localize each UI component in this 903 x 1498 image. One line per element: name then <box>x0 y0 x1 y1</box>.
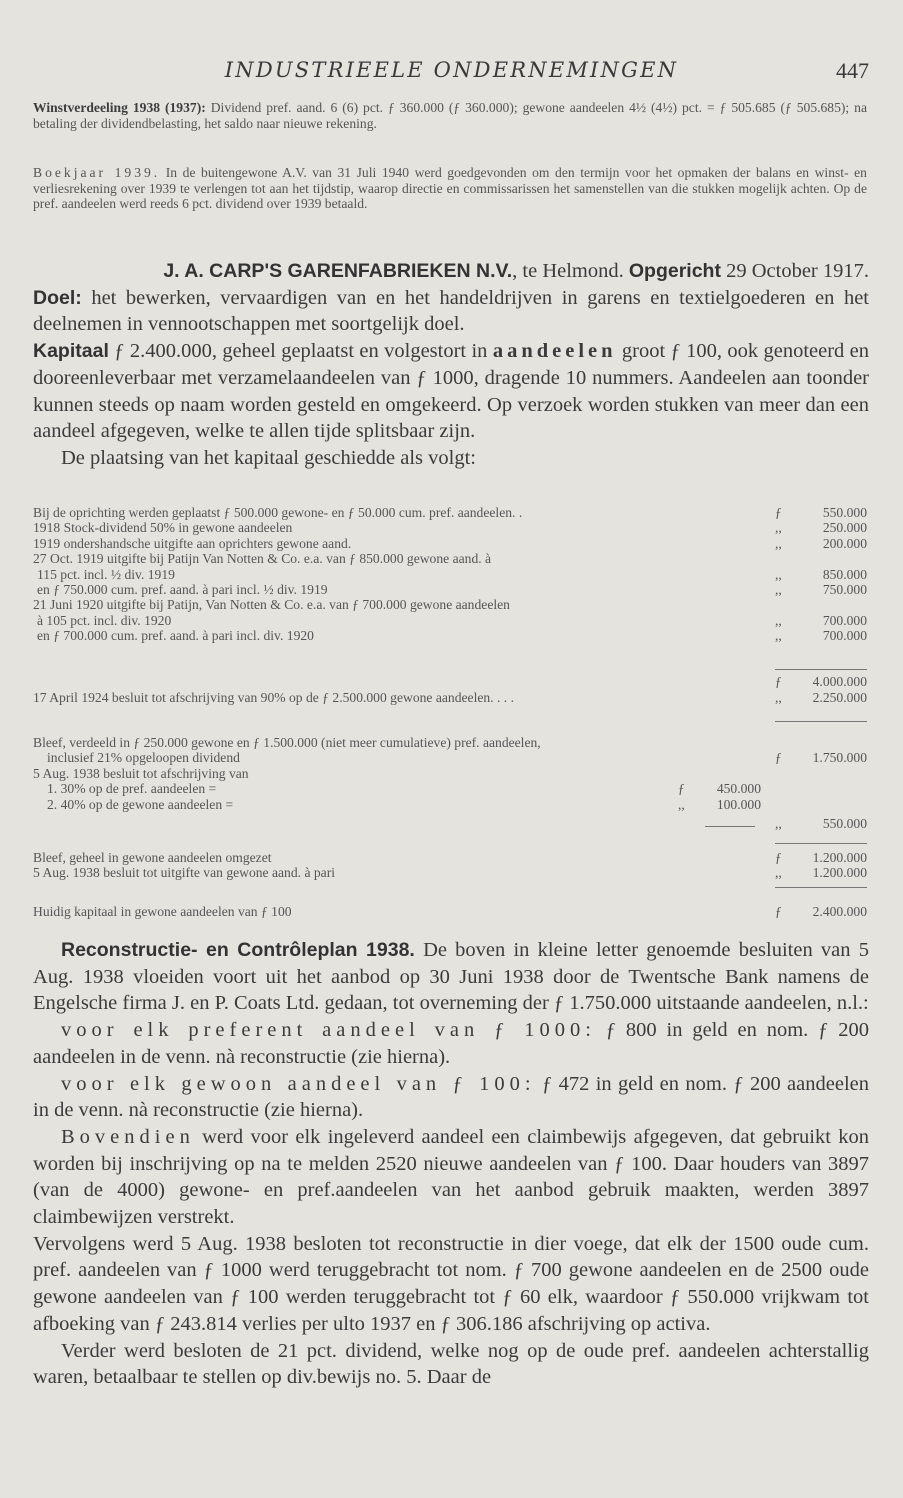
bleef1-currency: ƒ <box>775 750 782 766</box>
sub1-amount: 450.000 <box>716 781 761 797</box>
sub2-row <box>33 797 869 812</box>
ledger-row <box>33 597 869 612</box>
total-amount: 4.000.000 <box>812 674 867 689</box>
ledger-row <box>33 628 869 643</box>
sub2-desc: 2. 40% op de gewone aandeelen = <box>47 796 234 812</box>
ledger-row-desc: 21 Juni 1920 uitgifte bij Patijn, Van Notten & Co. e.a. van ƒ 700.000 gewone aandeelen <box>33 597 510 613</box>
gewoon-offer-spaced: voor elk gewoon aandeel van ƒ 100: <box>61 1072 536 1095</box>
doel-block <box>33 285 869 338</box>
ledger-row-currency: ƒ <box>775 505 782 520</box>
company-paragraph <box>33 258 869 472</box>
doel-label: Doel: <box>33 286 82 309</box>
reconstructie-intro-text: De boven in kleine letter genoemde besluiten van 5 Aug. 1938 vloeiden voort uit het aanbod op 30 Juni 1938 door de Twentsche Bank namens de Engelsche firma J. en P. Coats Ltd. gedaan, tot overneming der ƒ 1.750.000 uitstaande aandeelen, n.l.: <box>33 939 869 1015</box>
ledger-row-currency: ,, <box>775 535 782 551</box>
ledger-row-desc: en ƒ 750.000 cum. pref. aand. à pari incl. ½ div. 1919 <box>37 581 328 597</box>
vervolgens-paragraph: Vervolgens werd 5 Aug. 1938 besloten tot reconstructie in dier voege, dat elk der 1500 oude cum. pref. aandeelen van ƒ 1000 werd teruggebracht tot nom. ƒ 700 gewone aandeelen en de 2500 oude gewone aandeelen van ƒ 100 werden teruggebracht tot ƒ 60 elk, waardoor ƒ 550.000 vrijkwam tot afboeking van ƒ 243.814 verlies per ulto 1937 en ƒ 306.186 afschrijving op activa. <box>33 1232 869 1335</box>
uitgifte-row <box>33 865 869 880</box>
verder-paragraph: Verder werd besloten de 21 pct. dividend, welke nog op de oude pref. aandeelen achterstallig waren, betaalbaar te stellen op div.bewijs no. 5. Daar de <box>33 1339 869 1389</box>
kapitaal-post: groot ƒ 100, ook genoteerd en dooreenleverbaar met verzamelaandeelen van ƒ 1000, dragende 10 nummers. Aandeelen aan toonder kunnen steeds op naam worden gesteld en omgekeerd. Op verzoek worden stukken van meer dan een aandeel afgegeven, welke te allen tijde splitsbaar zijn. <box>33 340 870 443</box>
ledger-row-currency: ,, <box>775 612 782 628</box>
boekjaar-paragraph <box>33 165 867 212</box>
ledger-row-desc: en ƒ 700.000 cum. pref. aand. à pari incl. div. 1920 <box>37 628 314 644</box>
rule-before-huidig <box>775 887 867 888</box>
bleef2-currency: ƒ <box>775 850 782 865</box>
ledger-row <box>33 567 869 582</box>
capital-ledger <box>33 505 869 644</box>
aug1938-desc: 5 Aug. 1938 besluit tot afschrijving van <box>33 765 249 781</box>
bleef1-amount: 1.750.000 <box>812 750 867 766</box>
company-heading-line <box>33 258 869 285</box>
page-number: 447 <box>836 58 869 83</box>
ledger-row-desc: à 105 pct. incl. div. 1920 <box>37 612 172 628</box>
rule-after-sub <box>775 843 867 844</box>
sub1-desc: 1. 30% op de pref. aandeelen = <box>47 781 217 797</box>
winstverdeeling-text: Dividend pref. aand. 6 (6) pct. ƒ 360.000 (ƒ 360.000); gewone aandeelen 4½ (4½) pct. = ƒ 505.685 (ƒ 505.685); na betaling der dividendbelasting, het saldo naar nieuwe rekening. <box>33 100 867 131</box>
bovendien-spaced: Bovendien <box>61 1125 195 1148</box>
ledger-row-currency: ,, <box>775 520 782 536</box>
ledger-row-amount: 200.000 <box>822 535 867 551</box>
sub1-row <box>33 781 869 796</box>
ledger-row-desc: 115 pct. incl. ½ div. 1919 <box>37 566 175 582</box>
kapitaal-label: Kapitaal <box>33 340 109 363</box>
bovendien-rest: werd voor elk ingeleverd aandeel een claimbewijs afgegeven, dat gebruikt kon worden bij inschrijving op na te melden 2520 nieuwe aandeelen van ƒ 100. Daar houders van 3897 (van de 4000) gewone- en pref.aandeelen van het aanbod gebruik maakten, werden 3897 claimbewijzen verstrekt. <box>33 1125 870 1229</box>
winstverdeeling-label: Winstverdeeling 1938 (1937): <box>33 100 206 115</box>
plaatsing-intro: De plaatsing van het kapitaal geschiedde als volgt: <box>61 446 476 469</box>
ledger-row <box>33 582 869 597</box>
ledger-row-amount: 700.000 <box>822 612 867 628</box>
bleef1-desc-line2: inclusief 21% opgeloopen dividend <box>47 750 240 766</box>
ledger-row-desc: 27 Oct. 1919 uitgifte bij Patijn Van Notten & Co. e.a. van ƒ 850.000 gewone aand. à <box>33 551 492 567</box>
ledger-row-currency: ,, <box>775 581 782 597</box>
winstverdeeling-paragraph <box>33 100 867 131</box>
sub2-amount: 100.000 <box>716 796 761 812</box>
bleef2-desc: Bleef, geheel in gewone aandeelen omgezet <box>33 850 272 865</box>
uitgifte-currency: ,, <box>775 865 782 881</box>
sub-total-currency: ,, <box>775 815 782 831</box>
doel-text: het bewerken, vervaardigen van en het handeldrijven in garens en textielgoederen en het deelnemen in vennootschappen met soortgelijk doel. <box>33 286 870 336</box>
ledger-row-desc: Bij de oprichting werden geplaatst ƒ 500.000 gewone- en ƒ 50.000 cum. pref. aandeelen. . <box>33 505 523 520</box>
ledger-row-amount: 550.000 <box>822 505 867 520</box>
ledger-rows <box>33 505 869 644</box>
gewoon-offer <box>33 1071 869 1124</box>
boekjaar-text: In de buitengewone A.V. van 31 Juli 1940 werd goedgevonden om den termijn voor het opmaken der balans en winst- en verliesrekening over 1939 te verlengen tot aan het tijdstip, waarop directie en commissarissen het samenstellen van die stukken mogelijk achten. Op de pref. aandeelen werd reeds 6 pct. dividend over 1939 betaald. <box>33 165 867 212</box>
ledger-row-currency: ,, <box>775 566 782 582</box>
ledger-row-currency: ,, <box>775 628 782 644</box>
bleef1-row2 <box>33 750 869 765</box>
uitgifte-desc: 5 Aug. 1938 besluit tot uitgifte van gewone aand. à pari <box>33 865 336 881</box>
kapitaal-block <box>33 338 869 445</box>
pref-offer <box>33 1017 869 1070</box>
sub-total-row <box>33 816 869 831</box>
ledger-row <box>33 536 869 551</box>
page-header <box>0 58 903 92</box>
ledger-row-amount: 700.000 <box>822 628 867 644</box>
total-currency: ƒ <box>775 674 782 689</box>
sub1-currency: ƒ <box>678 781 685 797</box>
boekjaar-label: Boekjaar 1939. <box>33 165 161 180</box>
ledger-row-amount: 250.000 <box>822 520 867 536</box>
ledger-bleef-section <box>33 735 869 831</box>
uitgifte-amount: 1.200.000 <box>812 865 867 881</box>
pref-offer-spaced: voor elk preferent aandeel van ƒ 1000: <box>61 1019 596 1042</box>
bleef1-desc-line1: Bleef, verdeeld in ƒ 250.000 gewone en ƒ 1.500.000 (niet meer cumulatieve) pref. aandeelen, <box>33 735 541 750</box>
founded-date: 29 October 1917. <box>726 260 869 282</box>
ledger-row-desc: 1918 Stock-dividend 50% in gewone aandeelen <box>33 520 293 536</box>
afschrijving-1924-amount: 2.250.000 <box>812 690 867 706</box>
sub-total-amount: 550.000 <box>822 815 867 831</box>
total-row <box>33 674 869 689</box>
kapitaal-spaced: aandeelen <box>492 340 617 363</box>
sub2-currency: ,, <box>678 796 685 812</box>
ledger-final <box>33 850 869 881</box>
ledger-row-desc: 1919 ondershandsche uitgifte aan oprichters gewone aand. <box>33 535 352 551</box>
afschrijving-1924-currency: ,, <box>775 690 782 706</box>
ledger-row-amount: 850.000 <box>822 566 867 582</box>
bleef1-row1 <box>33 735 869 750</box>
bleef2-row <box>33 850 869 865</box>
ledger-row-amount: 750.000 <box>822 581 867 597</box>
company-name: J. A. CARP'S GARENFABRIEKEN N.V. <box>163 260 513 282</box>
rule-after-1924 <box>775 721 867 722</box>
subtotal-rule <box>775 669 867 670</box>
reconstructie-section <box>33 937 869 1391</box>
ledger-totals <box>33 674 869 706</box>
ledger-row <box>33 505 869 520</box>
ledger-row <box>33 551 869 566</box>
pref-offer-rest: ƒ 800 in geld en nom. ƒ 200 aandeelen in de venn. nà reconstructie (zie hierna). <box>33 1019 870 1068</box>
kapitaal-pre: ƒ 2.400.000, geheel geplaatst en volgestort in <box>114 340 488 363</box>
reconstructie-intro <box>33 937 869 1017</box>
founded-label: Opgericht <box>628 260 721 282</box>
aug1938-row <box>33 766 869 781</box>
afschrijving-1924-row <box>33 690 869 705</box>
huidig-currency: ƒ <box>775 904 782 919</box>
bleef2-amount: 1.200.000 <box>812 850 867 865</box>
running-title: INDUSTRIEELE ONDERNEMINGEN <box>224 58 679 82</box>
ledger-row <box>33 520 869 535</box>
gewoon-offer-rest: ƒ 472 in geld en nom. ƒ 200 aandeelen in de venn. nà reconstructie (zie hierna). <box>33 1072 870 1122</box>
reconstructie-heading: Reconstructie- en Contrôleplan 1938. <box>61 939 415 961</box>
huidig-row <box>33 904 869 919</box>
huidig-amount: 2.400.000 <box>812 904 867 919</box>
bovendien-paragraph <box>33 1124 869 1231</box>
sub-rule <box>705 826 755 827</box>
company-location: , te Helmond. <box>512 260 624 282</box>
ledger-row <box>33 613 869 628</box>
afschrijving-1924-desc: 17 April 1924 besluit tot afschrijving van 90% op de ƒ 2.500.000 gewone aandeelen. . . . <box>33 690 514 706</box>
ledger-huidig <box>33 904 869 919</box>
huidig-desc: Huidig kapitaal in gewone aandeelen van ƒ 100 <box>33 904 292 919</box>
